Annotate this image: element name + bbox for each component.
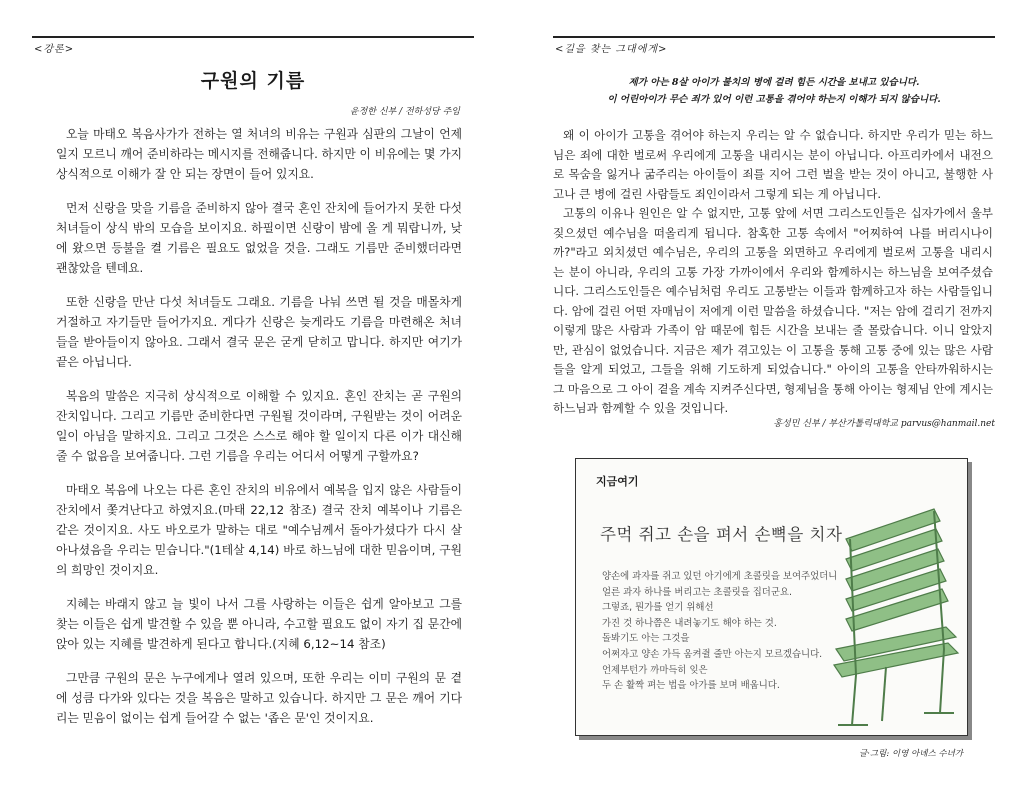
paragraph: 마태오 복음에 나오는 다른 혼인 잔치의 비유에서 예복을 입지 않은 사람들이 잔치에서 쫓겨난다고 하였지요.(마태 22,12 참조) 결국 잔치 예복이나 기름은 같은 것이지요. 사도 바오로가 말하는 대로 "예수님께서 돌아가셨다가 다시 살아나셨음을 우리는 믿습니다."(1테살 4,14) 바로 하느님에 대한 믿음이며, 구원의 희망인 것이지요. xyxy=(56,483,462,577)
poster-tag: 지금여기 xyxy=(596,475,639,488)
right-page xyxy=(517,0,1023,791)
intro-line: 제가 아는 8살 아이가 불치의 병에 걸려 힘든 시간을 보내고 있습니다. xyxy=(628,77,920,88)
left-page xyxy=(0,0,506,791)
paragraph: 그만큼 구원의 문은 누구에게나 열려 있으며, 또한 우리는 이미 구원의 문 곁에 성큼 다가와 있다는 것을 복음은 말하고 있습니다. 하지만 그 문은 깨어 기다리는 믿음이 없이는 쉽게 들어갈 수 없는 '좁은 문'인 것이지요. xyxy=(56,671,462,725)
poster-line: 돌봐기도 아는 그것을 xyxy=(602,633,690,645)
poster-box xyxy=(575,458,968,736)
paragraph: 먼저 신랑을 맞을 기름을 준비하지 않아 결국 혼인 잔치에 들어가지 못한 다섯 처녀들이 상식 밖의 모습을 보이지요. 하필이면 신랑이 밤에 올 게 뭐랍니까, 낮에 왔으면 등불을 켤 기름은 필요도 없었을 것을. 그래도 기름만 준비했더라면 괜찮았을 텐데요. xyxy=(56,201,462,275)
header-rule xyxy=(32,36,474,38)
paragraph: 오늘 마태오 복음사가가 전하는 열 처녀의 비유는 구원과 심판의 그날이 언제일지 모르니 깨어 준비하라는 메시지를 전해줍니다. 하지만 이 비유에는 몇 가지 상식적으로 이해가 잘 안 되는 장면이 들어 있지요. xyxy=(56,127,462,181)
poster-line: 양손에 과자를 쥐고 있던 아기에게 초콜릿을 보여주었더니 xyxy=(602,571,838,582)
paragraph: 또한 신랑을 만난 다섯 처녀들도 그래요. 기름을 나눠 쓰면 될 것을 매몰차게 거절하고 자기들만 들어가지요. 게다가 신랑은 늦게라도 기름을 마련해온 처녀들을 받아들이지 않아요. 그래서 결국 문은 굳게 닫히고 맙니다. 하지만 여기가 끝은 아닙니다. xyxy=(56,295,462,369)
bench-illustration xyxy=(816,499,964,729)
paragraph: 복음의 말씀은 지극히 상식적으로 이해할 수 있지요. 혼인 잔치는 곧 구원의 잔치입니다. 그리고 기름만 준비한다면 구원될 것이라며, 구원받는 것이 어려운 일이 아님을 말하지요. 그리고 그것은 스스로 해야 할 일이지 다른 이가 대신해줄 수 없음을 보여줍니다. 그런 기름을 우리는 어디서 어떻게 구할까요? xyxy=(56,389,462,463)
answer-author: 홍성민 신부 / 부산가톨릭대학교 parvus@hanmail.net xyxy=(773,419,995,429)
poster-caption: 글·그림: 이영 아녜스 수녀가 xyxy=(859,749,963,759)
answer-body xyxy=(553,126,993,419)
homily-title: 구원의 기름 xyxy=(200,70,306,92)
paragraph: 왜 이 아이가 고통을 겪어야 하는지 우리는 알 수 없습니다. 하지만 우리가 믿는 하느님은 죄에 대한 벌로써 우리에게 고통을 내리시는 분이 아닙니다. 아프리카에서 내전으로 목숨을 잃거나 굶주리는 아이들이 죄를 지어 그런 벌을 받는 것이 아니고, 불행한 사고나 큰 병에 걸린 사람들도 죄인이라서 그렇게 되는 게 아닙니다. xyxy=(553,128,993,201)
homily-byline: 윤정한 신부 / 전하성당 주임 xyxy=(349,107,460,117)
poster-line: 그렇죠, 뭔가를 얻기 위해선 xyxy=(602,602,714,614)
poster-line: 얼른 과자 하나를 버리고는 초콜릿을 집더군요. xyxy=(602,586,792,598)
homily-body xyxy=(56,124,462,742)
question-intro xyxy=(539,74,1009,108)
poster-line: 어쩌자고 양손 가득 움켜쥘 줄만 아는지 모르겠습니다. xyxy=(602,648,823,660)
paragraph: 고통의 이유나 원인은 알 수 없지만, 고통 앞에 서면 그리스도인들은 십자가에서 울부짖으셨던 예수님을 떠올리게 됩니다. 참혹한 고통 속에서 "어찌하여 나를 버리시나이까?"라고 외치셨던 예수님은, 우리의 고통을 외면하고 우리에게 벌로써 고통을 내리시는 분이 아니라, 우리의 고통 가장 가까이에서 우리와 함께하시는 하느님을 보여주셨습니다. 그리스도인들은 예수님처럼 우리도 고통받는 이들과 함께하고자 하는 사람들입니다. 암에 걸린 어떤 자매님이 저에게 이런 말씀을 하셨습니다. "저는 암에 걸리기 전까지 이렇게 많은 사람과 가족이 암 때문에 힘든 시간을 보내는 줄 몰랐습니다. 이니 알았지만, 관심이 없었습니다. 지금은 제가 겪고있는 이 고통을 통해 고통 중에 있는 많은 사람들을 알게 되었고, 그들을 위해 기도하게 되었습니다." 아이의 고통을 안타까워하시는 그 마음으로 그 아이 곁을 계속 지켜주신다면, 형제님을 통해 아이는 형제님 안에 계시는 하느님과 함께할 수 있을 것입니다. xyxy=(553,206,993,415)
intro-line: 이 어린아이가 무슨 죄가 있어 이런 고통을 겪어야 하는지 이해가 되지 않습니다. xyxy=(607,94,941,105)
paragraph: 지혜는 바래지 않고 늘 빛이 나서 그를 사랑하는 이들은 쉽게 알아보고 그를 찾는 이들은 쉽게 발견할 수 있을 뿐 아니라, 수고할 필요도 없이 자기 집 문간에 앉아 있는 지혜를 발견하게 된다고 합니다.(지혜 6,12~14 참조) xyxy=(56,597,462,651)
poster-line: 가진 것 하나쯤은 내려놓기도 해야 하는 것. xyxy=(602,617,777,629)
poster-line: 언제부턴가 까마득히 잊은 xyxy=(602,664,708,676)
poster-title: 주먹 쥐고 손을 펴서 손뼉을 치자 xyxy=(600,525,843,544)
section-label: <길을 찾는 그대에게> xyxy=(555,44,668,55)
poster-line: 두 손 활짝 펴는 법을 아가를 보며 배웁니다. xyxy=(602,680,780,692)
section-label: <강론> xyxy=(34,44,75,55)
header-rule xyxy=(553,36,995,38)
